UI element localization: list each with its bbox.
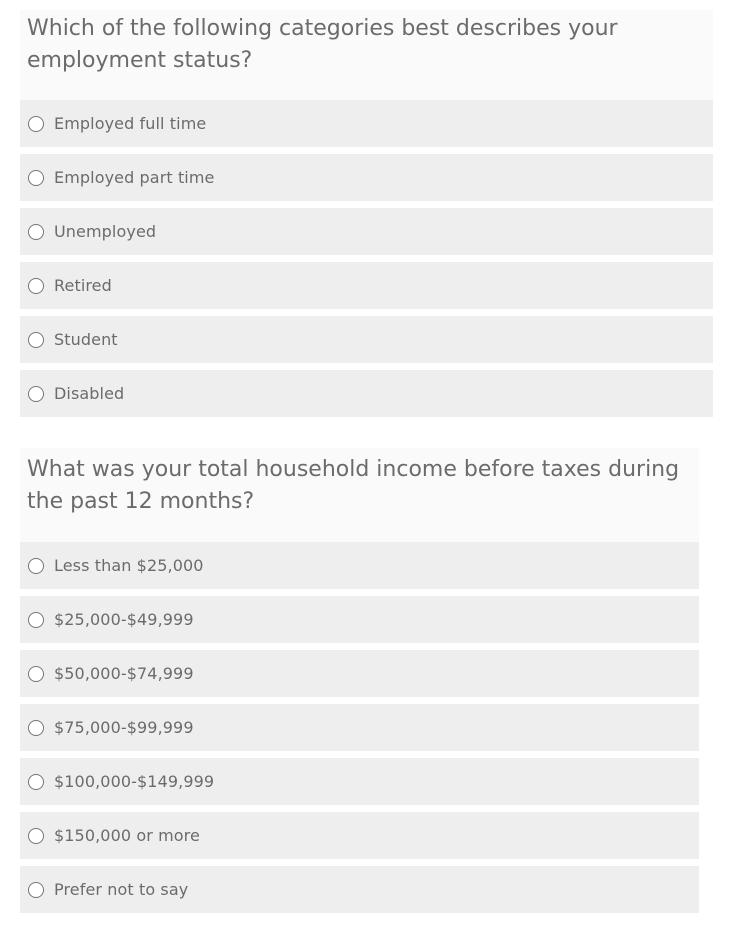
option-label: Unemployed [54, 222, 157, 241]
option-label: Student [54, 330, 118, 349]
radio-button-icon[interactable] [28, 386, 44, 402]
option-unemployed[interactable] [20, 208, 713, 255]
radio-button-icon[interactable] [28, 558, 44, 574]
question-household-income [20, 448, 699, 913]
option-employed-part-time[interactable] [20, 154, 713, 201]
radio-button-icon[interactable] [28, 828, 44, 844]
radio-button-icon[interactable] [28, 278, 44, 294]
radio-button-icon[interactable] [28, 332, 44, 348]
option-label: Disabled [54, 384, 125, 403]
option-less-than-25000[interactable] [20, 542, 699, 589]
radio-button-icon[interactable] [28, 170, 44, 186]
option-disabled[interactable] [20, 370, 713, 417]
option-label: Less than $25,000 [54, 556, 204, 575]
option-label: $75,000-$99,999 [54, 718, 194, 737]
option-prefer-not-to-say[interactable] [20, 866, 699, 913]
option-label: $100,000-$149,999 [54, 772, 215, 791]
option-label: Retired [54, 276, 112, 295]
radio-button-icon[interactable] [28, 720, 44, 736]
option-student[interactable] [20, 316, 713, 363]
option-label: Employed part time [54, 168, 215, 187]
radio-button-icon[interactable] [28, 882, 44, 898]
question-title: Which of the following categories best describes your employment status? [27, 16, 618, 73]
option-150000-or-more[interactable] [20, 812, 699, 859]
question-employment-status [20, 10, 713, 417]
question-title: What was your total household income before taxes during the past 12 months? [27, 457, 680, 514]
option-50000-74999[interactable] [20, 650, 699, 697]
option-employed-full-time[interactable] [20, 100, 713, 147]
radio-button-icon[interactable] [28, 666, 44, 682]
answer-options [20, 542, 699, 913]
radio-button-icon[interactable] [28, 774, 44, 790]
radio-button-icon[interactable] [28, 612, 44, 628]
answer-options [20, 100, 713, 417]
option-label: $25,000-$49,999 [54, 610, 194, 629]
option-label: $50,000-$74,999 [54, 664, 194, 683]
option-label: $150,000 or more [54, 826, 200, 845]
option-25000-49999[interactable] [20, 596, 699, 643]
option-label: Prefer not to say [54, 880, 189, 899]
option-retired[interactable] [20, 262, 713, 309]
option-label: Employed full time [54, 114, 207, 133]
option-75000-99999[interactable] [20, 704, 699, 751]
radio-button-icon[interactable] [28, 116, 44, 132]
option-100000-149999[interactable] [20, 758, 699, 805]
radio-button-icon[interactable] [28, 224, 44, 240]
